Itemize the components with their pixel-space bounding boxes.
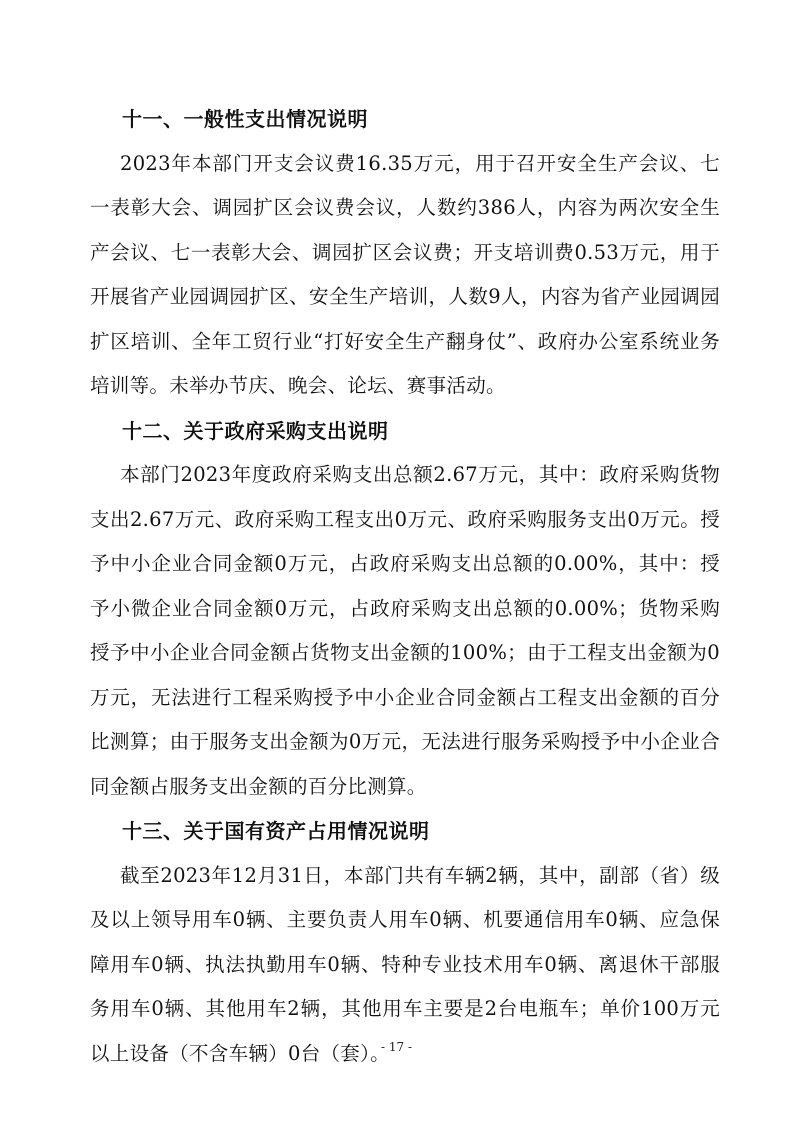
section-body-13: 截至2023年12月31日，本部门共有车辆2辆，其中，副部（省）级及以上领导用车0辆、主要负责人用车0辆、机要通信用车0辆、应急保障用车0辆、执法执勤用车0辆、特种专业技术用车0辆、离退休干部服务用车0辆、其他用车2辆，其他用车主要是2台电瓶车；单价100万元以上设备（不含车辆）0台（套）。 — [90, 863, 720, 1065]
page-number: - 17 - — [380, 1040, 412, 1054]
page-content — [90, 97, 720, 1076]
section-heading-11: 十一、一般性支出情况说明 — [122, 107, 368, 131]
section-body-12: 本部门2023年度政府采购支出总额2.67万元，其中：政府采购货物支出2.67万元、政府采购工程支出0万元、政府采购服务支出0万元。授予中小企业合同金额0万元，占政府采购支出总额的0.00%，其中：授予小微企业合同金额0万元，占政府采购支出总额的0.00%；货物采购授予中小企业合同金额占货物支出金额的100%；由于工程支出金额为0万元，无法进行工程采购授予中小企业合同金额占工程支出金额的百分比测算；由于服务支出金额为0万元，无法进行服务采购授予中小企业合同金额占服务支出金额的百分比测算。 — [90, 463, 720, 798]
section-body-11: 2023年本部门开支会议费16.35万元，用于召开安全生产会议、七一表彰大会、调园扩区会议费会议，人数约386人，内容为两次安全生产会议、七一表彰大会、调园扩区会议费；开支培训费0.53万元，用于开展省产业园调园扩区、安全生产培训，人数9人，内容为省产业园调园扩区培训、全年工贸行业“打好安全生产翻身仗”、政府办公室系统业务培训等。未举办节庆、晚会、论坛、赛事活动。 — [90, 151, 720, 397]
section-heading-13: 十三、关于国有资产占用情况说明 — [122, 819, 430, 843]
section-heading-12: 十二、关于政府采购支出说明 — [122, 418, 389, 443]
